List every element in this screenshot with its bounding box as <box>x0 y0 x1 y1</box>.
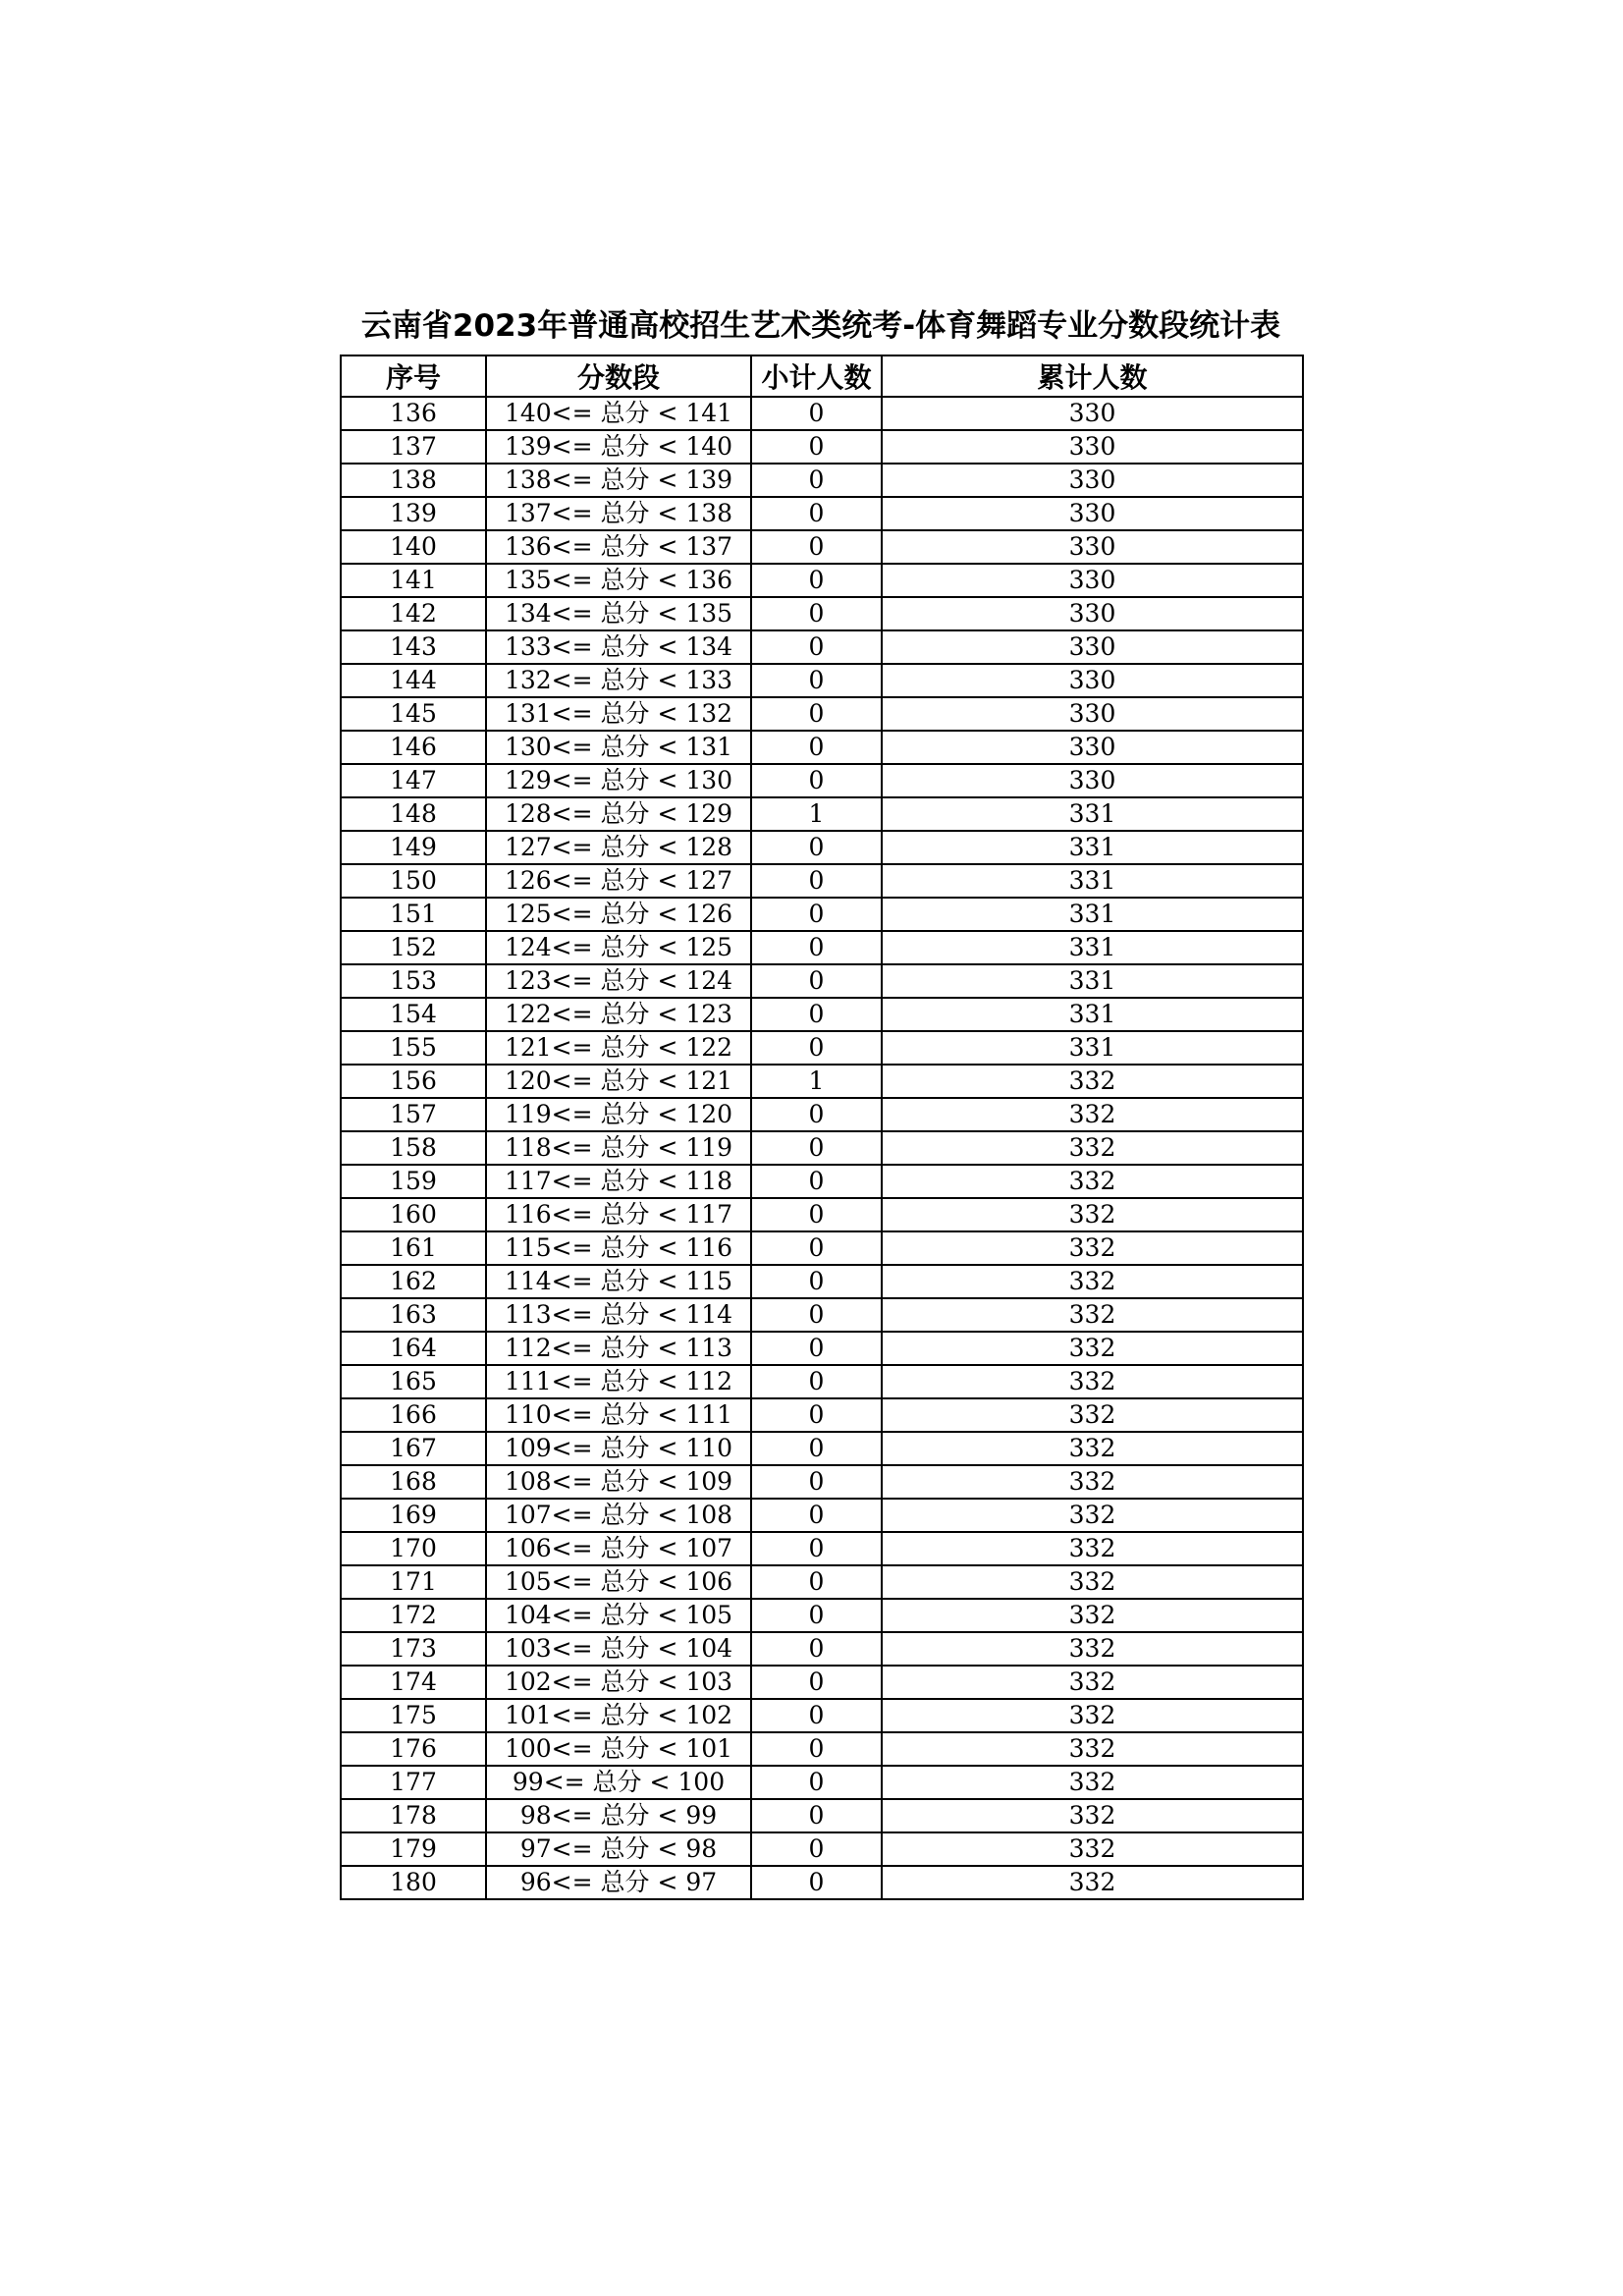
table-row <box>341 530 1303 564</box>
cell-seq: 171 <box>341 1565 486 1599</box>
cell-seq: 142 <box>341 597 486 630</box>
cell-seq: 140 <box>341 530 486 564</box>
cell-seq: 145 <box>341 697 486 731</box>
cell-score-range: 137<= 总分 < 138 <box>486 497 751 530</box>
cell-subtotal: 0 <box>751 1198 882 1231</box>
cell-cumulative: 332 <box>882 1198 1303 1231</box>
table-row <box>341 1098 1303 1131</box>
cell-seq: 141 <box>341 564 486 597</box>
cell-seq: 152 <box>341 931 486 964</box>
cell-score-range: 107<= 总分 < 108 <box>486 1499 751 1532</box>
table-row <box>341 831 1303 864</box>
cell-subtotal: 0 <box>751 630 882 664</box>
table-row <box>341 964 1303 998</box>
cell-seq: 151 <box>341 898 486 931</box>
cell-cumulative: 332 <box>882 1766 1303 1799</box>
cell-score-range: 119<= 总分 < 120 <box>486 1098 751 1131</box>
cell-subtotal: 0 <box>751 564 882 597</box>
score-distribution-table <box>340 355 1304 1900</box>
cell-subtotal: 0 <box>751 1499 882 1532</box>
cell-cumulative: 330 <box>882 430 1303 464</box>
cell-score-range: 124<= 总分 < 125 <box>486 931 751 964</box>
cell-seq: 178 <box>341 1799 486 1832</box>
cell-seq: 155 <box>341 1031 486 1065</box>
cell-cumulative: 332 <box>882 1832 1303 1866</box>
cell-seq: 164 <box>341 1332 486 1365</box>
table-row <box>341 1799 1303 1832</box>
cell-subtotal: 0 <box>751 998 882 1031</box>
table-row <box>341 1465 1303 1499</box>
cell-score-range: 121<= 总分 < 122 <box>486 1031 751 1065</box>
cell-cumulative: 331 <box>882 797 1303 831</box>
cell-subtotal: 0 <box>751 731 882 764</box>
cell-seq: 138 <box>341 464 486 497</box>
cell-score-range: 109<= 总分 < 110 <box>486 1432 751 1465</box>
cell-cumulative: 330 <box>882 664 1303 697</box>
table-row <box>341 697 1303 731</box>
table-row <box>341 397 1303 430</box>
cell-seq: 161 <box>341 1231 486 1265</box>
cell-seq: 136 <box>341 397 486 430</box>
cell-score-range: 99<= 总分 < 100 <box>486 1766 751 1799</box>
cell-cumulative: 331 <box>882 931 1303 964</box>
cell-seq: 147 <box>341 764 486 797</box>
cell-subtotal: 0 <box>751 1565 882 1599</box>
cell-score-range: 129<= 总分 < 130 <box>486 764 751 797</box>
cell-subtotal: 0 <box>751 831 882 864</box>
cell-score-range: 105<= 总分 < 106 <box>486 1565 751 1599</box>
cell-subtotal: 0 <box>751 530 882 564</box>
header-cumulative: 累计人数 <box>882 355 1303 397</box>
cell-seq: 177 <box>341 1766 486 1799</box>
table-row <box>341 430 1303 464</box>
cell-score-range: 112<= 总分 < 113 <box>486 1332 751 1365</box>
cell-score-range: 114<= 总分 < 115 <box>486 1265 751 1298</box>
table-row <box>341 1365 1303 1398</box>
cell-subtotal: 0 <box>751 1098 882 1131</box>
table-row <box>341 1499 1303 1532</box>
cell-seq: 174 <box>341 1666 486 1699</box>
cell-subtotal: 0 <box>751 1599 882 1632</box>
cell-subtotal: 0 <box>751 864 882 898</box>
cell-subtotal: 0 <box>751 1699 882 1732</box>
cell-cumulative: 330 <box>882 464 1303 497</box>
cell-subtotal: 0 <box>751 1632 882 1666</box>
cell-cumulative: 330 <box>882 731 1303 764</box>
cell-cumulative: 331 <box>882 831 1303 864</box>
cell-cumulative: 330 <box>882 764 1303 797</box>
cell-cumulative: 331 <box>882 1031 1303 1065</box>
table-row <box>341 1632 1303 1666</box>
cell-subtotal: 0 <box>751 1465 882 1499</box>
cell-subtotal: 1 <box>751 1065 882 1098</box>
cell-seq: 169 <box>341 1499 486 1532</box>
cell-score-range: 127<= 总分 < 128 <box>486 831 751 864</box>
cell-cumulative: 332 <box>882 1098 1303 1131</box>
cell-subtotal: 0 <box>751 497 882 530</box>
table-row <box>341 630 1303 664</box>
table-row <box>341 1198 1303 1231</box>
cell-subtotal: 0 <box>751 1799 882 1832</box>
cell-subtotal: 0 <box>751 464 882 497</box>
table-row <box>341 1065 1303 1098</box>
cell-cumulative: 332 <box>882 1699 1303 1732</box>
cell-subtotal: 0 <box>751 1432 882 1465</box>
cell-cumulative: 332 <box>882 1131 1303 1165</box>
table-row <box>341 1866 1303 1899</box>
cell-score-range: 98<= 总分 < 99 <box>486 1799 751 1832</box>
cell-score-range: 103<= 总分 < 104 <box>486 1632 751 1666</box>
cell-cumulative: 332 <box>882 1298 1303 1332</box>
cell-score-range: 135<= 总分 < 136 <box>486 564 751 597</box>
table-row <box>341 564 1303 597</box>
table-row <box>341 1766 1303 1799</box>
table-row <box>341 864 1303 898</box>
table-row <box>341 497 1303 530</box>
cell-seq: 146 <box>341 731 486 764</box>
cell-subtotal: 0 <box>751 597 882 630</box>
cell-seq: 148 <box>341 797 486 831</box>
cell-cumulative: 330 <box>882 597 1303 630</box>
cell-cumulative: 332 <box>882 1465 1303 1499</box>
cell-cumulative: 331 <box>882 964 1303 998</box>
table-row <box>341 1398 1303 1432</box>
cell-subtotal: 0 <box>751 1365 882 1398</box>
cell-seq: 153 <box>341 964 486 998</box>
cell-subtotal: 0 <box>751 1031 882 1065</box>
cell-cumulative: 332 <box>882 1365 1303 1398</box>
cell-seq: 159 <box>341 1165 486 1198</box>
cell-score-range: 102<= 总分 < 103 <box>486 1666 751 1699</box>
table-row <box>341 597 1303 630</box>
cell-cumulative: 330 <box>882 497 1303 530</box>
cell-score-range: 110<= 总分 < 111 <box>486 1398 751 1432</box>
cell-subtotal: 0 <box>751 898 882 931</box>
table-row <box>341 664 1303 697</box>
cell-score-range: 130<= 总分 < 131 <box>486 731 751 764</box>
cell-cumulative: 332 <box>882 1666 1303 1699</box>
cell-seq: 156 <box>341 1065 486 1098</box>
cell-seq: 175 <box>341 1699 486 1732</box>
cell-score-range: 120<= 总分 < 121 <box>486 1065 751 1098</box>
cell-seq: 179 <box>341 1832 486 1866</box>
cell-seq: 149 <box>341 831 486 864</box>
cell-cumulative: 332 <box>882 1565 1303 1599</box>
table-row <box>341 731 1303 764</box>
cell-cumulative: 332 <box>882 1231 1303 1265</box>
cell-subtotal: 0 <box>751 664 882 697</box>
table-row <box>341 1699 1303 1732</box>
cell-cumulative: 330 <box>882 564 1303 597</box>
cell-cumulative: 330 <box>882 697 1303 731</box>
cell-seq: 168 <box>341 1465 486 1499</box>
cell-cumulative: 330 <box>882 397 1303 430</box>
cell-subtotal: 0 <box>751 1298 882 1332</box>
cell-score-range: 134<= 总分 < 135 <box>486 597 751 630</box>
cell-subtotal: 0 <box>751 1131 882 1165</box>
cell-score-range: 131<= 总分 < 132 <box>486 697 751 731</box>
cell-score-range: 96<= 总分 < 97 <box>486 1866 751 1899</box>
table-row <box>341 464 1303 497</box>
header-seq: 序号 <box>341 355 486 397</box>
cell-score-range: 101<= 总分 < 102 <box>486 1699 751 1732</box>
cell-subtotal: 0 <box>751 1666 882 1699</box>
table-body <box>341 397 1303 1899</box>
cell-seq: 163 <box>341 1298 486 1332</box>
cell-subtotal: 0 <box>751 1866 882 1899</box>
table-row <box>341 1332 1303 1365</box>
table-row <box>341 764 1303 797</box>
cell-cumulative: 332 <box>882 1398 1303 1432</box>
cell-score-range: 113<= 总分 < 114 <box>486 1298 751 1332</box>
cell-subtotal: 0 <box>751 1732 882 1766</box>
cell-subtotal: 0 <box>751 1332 882 1365</box>
cell-subtotal: 0 <box>751 1532 882 1565</box>
cell-seq: 172 <box>341 1599 486 1632</box>
cell-cumulative: 331 <box>882 998 1303 1031</box>
cell-score-range: 111<= 总分 < 112 <box>486 1365 751 1398</box>
cell-seq: 139 <box>341 497 486 530</box>
cell-score-range: 123<= 总分 < 124 <box>486 964 751 998</box>
cell-score-range: 132<= 总分 < 133 <box>486 664 751 697</box>
cell-cumulative: 332 <box>882 1799 1303 1832</box>
cell-score-range: 108<= 总分 < 109 <box>486 1465 751 1499</box>
cell-cumulative: 332 <box>882 1632 1303 1666</box>
cell-seq: 162 <box>341 1265 486 1298</box>
cell-seq: 176 <box>341 1732 486 1766</box>
cell-cumulative: 331 <box>882 864 1303 898</box>
cell-seq: 170 <box>341 1532 486 1565</box>
cell-score-range: 122<= 总分 < 123 <box>486 998 751 1031</box>
cell-score-range: 125<= 总分 < 126 <box>486 898 751 931</box>
header-subtotal: 小计人数 <box>751 355 882 397</box>
cell-seq: 160 <box>341 1198 486 1231</box>
cell-cumulative: 332 <box>882 1866 1303 1899</box>
cell-score-range: 100<= 总分 < 101 <box>486 1732 751 1766</box>
table-row <box>341 1599 1303 1632</box>
cell-score-range: 139<= 总分 < 140 <box>486 430 751 464</box>
cell-subtotal: 0 <box>751 931 882 964</box>
cell-cumulative: 332 <box>882 1432 1303 1465</box>
table-row <box>341 1031 1303 1065</box>
cell-cumulative: 332 <box>882 1265 1303 1298</box>
cell-subtotal: 0 <box>751 1265 882 1298</box>
cell-seq: 165 <box>341 1365 486 1398</box>
cell-cumulative: 332 <box>882 1532 1303 1565</box>
cell-cumulative: 332 <box>882 1332 1303 1365</box>
table-row <box>341 1432 1303 1465</box>
cell-seq: 150 <box>341 864 486 898</box>
cell-score-range: 138<= 总分 < 139 <box>486 464 751 497</box>
table-row <box>341 1832 1303 1866</box>
cell-subtotal: 0 <box>751 1766 882 1799</box>
cell-seq: 180 <box>341 1866 486 1899</box>
cell-score-range: 140<= 总分 < 141 <box>486 397 751 430</box>
cell-cumulative: 330 <box>882 630 1303 664</box>
table-row <box>341 1565 1303 1599</box>
table-row <box>341 898 1303 931</box>
table-row <box>341 797 1303 831</box>
cell-subtotal: 0 <box>751 1231 882 1265</box>
cell-seq: 144 <box>341 664 486 697</box>
cell-subtotal: 1 <box>751 797 882 831</box>
table-row <box>341 1131 1303 1165</box>
cell-subtotal: 0 <box>751 1165 882 1198</box>
table-row <box>341 1165 1303 1198</box>
cell-cumulative: 332 <box>882 1499 1303 1532</box>
cell-score-range: 128<= 总分 < 129 <box>486 797 751 831</box>
cell-score-range: 133<= 总分 < 134 <box>486 630 751 664</box>
cell-subtotal: 0 <box>751 397 882 430</box>
cell-subtotal: 0 <box>751 764 882 797</box>
cell-subtotal: 0 <box>751 697 882 731</box>
cell-score-range: 126<= 总分 < 127 <box>486 864 751 898</box>
cell-score-range: 104<= 总分 < 105 <box>486 1599 751 1632</box>
cell-seq: 137 <box>341 430 486 464</box>
cell-score-range: 97<= 总分 < 98 <box>486 1832 751 1866</box>
cell-seq: 143 <box>341 630 486 664</box>
cell-seq: 166 <box>341 1398 486 1432</box>
table-row <box>341 1265 1303 1298</box>
table-row <box>341 1298 1303 1332</box>
cell-seq: 154 <box>341 998 486 1031</box>
table-header-row <box>341 355 1303 397</box>
cell-cumulative: 331 <box>882 898 1303 931</box>
table-row <box>341 931 1303 964</box>
cell-seq: 167 <box>341 1432 486 1465</box>
cell-score-range: 136<= 总分 < 137 <box>486 530 751 564</box>
cell-seq: 157 <box>341 1098 486 1131</box>
page-title: 云南省2023年普通高校招生艺术类统考-体育舞蹈专业分数段统计表 <box>360 308 1281 344</box>
cell-seq: 158 <box>341 1131 486 1165</box>
cell-score-range: 116<= 总分 < 117 <box>486 1198 751 1231</box>
cell-seq: 173 <box>341 1632 486 1666</box>
cell-subtotal: 0 <box>751 1398 882 1432</box>
cell-score-range: 115<= 总分 < 116 <box>486 1231 751 1265</box>
cell-cumulative: 330 <box>882 530 1303 564</box>
cell-cumulative: 332 <box>882 1165 1303 1198</box>
cell-cumulative: 332 <box>882 1599 1303 1632</box>
cell-cumulative: 332 <box>882 1065 1303 1098</box>
table-row <box>341 998 1303 1031</box>
cell-subtotal: 0 <box>751 1832 882 1866</box>
cell-subtotal: 0 <box>751 964 882 998</box>
header-score-range: 分数段 <box>486 355 751 397</box>
cell-subtotal: 0 <box>751 430 882 464</box>
cell-score-range: 117<= 总分 < 118 <box>486 1165 751 1198</box>
table-row <box>341 1532 1303 1565</box>
cell-score-range: 118<= 总分 < 119 <box>486 1131 751 1165</box>
table-row <box>341 1666 1303 1699</box>
cell-cumulative: 332 <box>882 1732 1303 1766</box>
table-row <box>341 1231 1303 1265</box>
table-row <box>341 1732 1303 1766</box>
cell-score-range: 106<= 总分 < 107 <box>486 1532 751 1565</box>
